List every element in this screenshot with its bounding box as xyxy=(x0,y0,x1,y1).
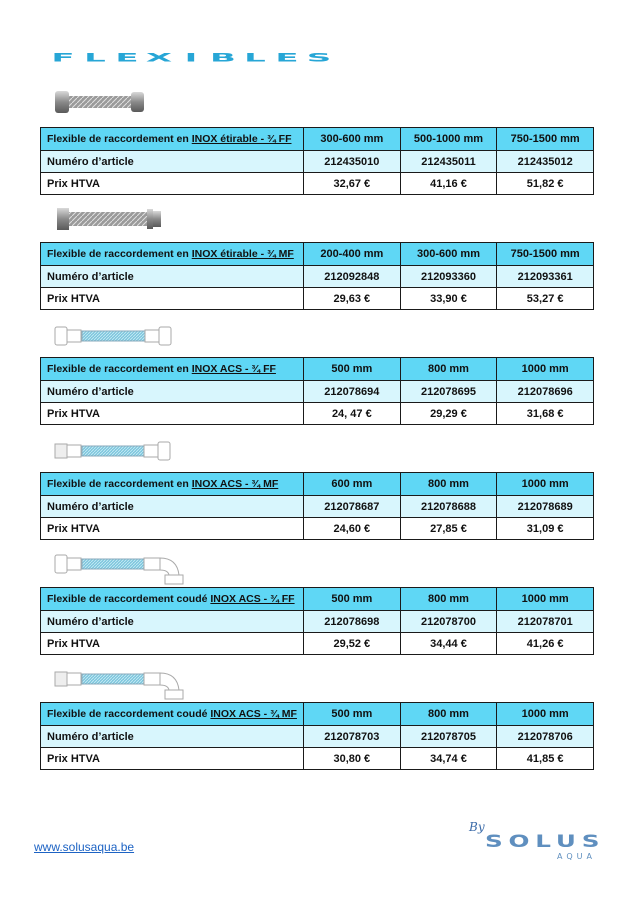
price-cell: 29,29 € xyxy=(400,403,497,425)
row-label: Numéro d’article xyxy=(41,726,304,748)
size-cell: 1000 mm xyxy=(497,358,594,381)
price-cell: 33,90 € xyxy=(400,288,497,310)
table-row xyxy=(41,381,594,403)
price-cell: 29,52 € xyxy=(304,633,401,655)
article-cell: 212435010 xyxy=(304,151,401,173)
size-cell: 1000 mm xyxy=(497,703,594,726)
table-row xyxy=(41,403,594,425)
stainless-corrugated-hose-mf-icon xyxy=(52,206,162,232)
price-cell: 29,63 € xyxy=(304,288,401,310)
title-letter: L xyxy=(244,51,266,65)
table-row xyxy=(41,173,594,195)
product-title: Flexible de raccordement coudé INOX ACS - ¾ MF xyxy=(41,703,304,726)
acs-hose-ff-icon xyxy=(52,325,182,347)
title-letter: E xyxy=(275,51,299,65)
solus-aqua-logo xyxy=(465,820,605,870)
acs-elbow-hose-mf-icon xyxy=(52,668,202,700)
price-cell: 41,85 € xyxy=(497,748,594,770)
article-cell: 212078689 xyxy=(497,496,594,518)
size-cell: 750-1500 mm xyxy=(497,243,594,266)
price-cell: 27,85 € xyxy=(400,518,497,540)
price-cell: 31,09 € xyxy=(497,518,594,540)
size-cell: 500 mm xyxy=(304,588,401,611)
table-row xyxy=(41,518,594,540)
acs-elbow-hose-ff-icon xyxy=(52,553,202,585)
logo-by-text: By xyxy=(469,820,485,834)
logo-sub-text: AQUA xyxy=(557,852,596,861)
size-cell: 800 mm xyxy=(400,703,497,726)
page-title xyxy=(40,48,332,68)
table-row xyxy=(41,266,594,288)
price-cell: 41,16 € xyxy=(400,173,497,195)
size-cell: 200-400 mm xyxy=(304,243,401,266)
table-header-row xyxy=(41,358,594,381)
article-cell: 212078694 xyxy=(304,381,401,403)
table-row xyxy=(41,151,594,173)
title-letter: L xyxy=(84,51,106,65)
article-cell: 212078705 xyxy=(400,726,497,748)
article-cell: 212078700 xyxy=(400,611,497,633)
row-label: Numéro d’article xyxy=(41,381,304,403)
row-label: Numéro d’article xyxy=(41,611,304,633)
product-table xyxy=(40,127,594,195)
row-label: Numéro d’article xyxy=(41,151,304,173)
price-cell: 32,67 € xyxy=(304,173,401,195)
product-title: Flexible de raccordement en INOX ACS - ¾ MF xyxy=(41,473,304,496)
title-letter: X xyxy=(145,51,173,65)
size-cell: 1000 mm xyxy=(497,473,594,496)
product-title: Flexible de raccordement en INOX ACS - ¾ FF xyxy=(41,358,304,381)
product-title: Flexible de raccordement en INOX étirable - ¾ FF xyxy=(41,128,304,151)
price-cell: 34,44 € xyxy=(400,633,497,655)
title-letter: E xyxy=(115,51,139,65)
acs-hose-mf-icon xyxy=(52,440,182,462)
title-letter: B xyxy=(210,51,236,65)
table-header-row xyxy=(41,588,594,611)
article-cell: 212092848 xyxy=(304,266,401,288)
price-cell: 51,82 € xyxy=(497,173,594,195)
table-header-row xyxy=(41,703,594,726)
article-cell: 212093361 xyxy=(497,266,594,288)
size-cell: 500 mm xyxy=(304,703,401,726)
price-cell: 31,68 € xyxy=(497,403,594,425)
row-label: Prix HTVA xyxy=(41,748,304,770)
size-cell: 500-1000 mm xyxy=(400,128,497,151)
stainless-braided-hose-ff-icon xyxy=(52,88,152,118)
price-cell: 24,60 € xyxy=(304,518,401,540)
price-cell: 24, 47 € xyxy=(304,403,401,425)
price-cell: 41,26 € xyxy=(497,633,594,655)
price-cell: 53,27 € xyxy=(497,288,594,310)
article-cell: 212078701 xyxy=(497,611,594,633)
size-cell: 300-600 mm xyxy=(304,128,401,151)
article-cell: 212078706 xyxy=(497,726,594,748)
website-link[interactable]: www.solusaqua.be xyxy=(34,840,135,854)
table-row xyxy=(41,726,594,748)
title-letter: F xyxy=(51,51,75,65)
table-header-row xyxy=(41,473,594,496)
product-table xyxy=(40,472,594,540)
article-cell: 212078696 xyxy=(497,381,594,403)
title-letter: I xyxy=(184,51,198,65)
row-label: Numéro d’article xyxy=(41,266,304,288)
product-title: Flexible de raccordement en INOX étirable - ¾ MF xyxy=(41,243,304,266)
title-letter: S xyxy=(306,51,332,65)
product-table xyxy=(40,702,594,770)
article-cell: 212435011 xyxy=(400,151,497,173)
article-cell: 212078687 xyxy=(304,496,401,518)
price-cell: 34,74 € xyxy=(400,748,497,770)
row-label: Prix HTVA xyxy=(41,403,304,425)
row-label: Prix HTVA xyxy=(41,173,304,195)
article-cell: 212093360 xyxy=(400,266,497,288)
article-cell: 212435012 xyxy=(497,151,594,173)
table-row xyxy=(41,633,594,655)
product-table xyxy=(40,242,594,310)
article-cell: 212078703 xyxy=(304,726,401,748)
article-cell: 212078695 xyxy=(400,381,497,403)
table-row xyxy=(41,496,594,518)
product-title: Flexible de raccordement coudé INOX ACS - ¾ FF xyxy=(41,588,304,611)
row-label: Prix HTVA xyxy=(41,288,304,310)
table-header-row xyxy=(41,128,594,151)
row-label: Prix HTVA xyxy=(41,518,304,540)
row-label: Numéro d’article xyxy=(41,496,304,518)
size-cell: 750-1500 mm xyxy=(497,128,594,151)
size-cell: 500 mm xyxy=(304,358,401,381)
logo-name-text: SOLUS xyxy=(485,832,606,852)
table-row xyxy=(41,611,594,633)
table-header-row xyxy=(41,243,594,266)
product-table xyxy=(40,587,594,655)
article-cell: 212078698 xyxy=(304,611,401,633)
product-table xyxy=(40,357,594,425)
table-row xyxy=(41,748,594,770)
price-cell: 30,80 € xyxy=(304,748,401,770)
size-cell: 1000 mm xyxy=(497,588,594,611)
size-cell: 800 mm xyxy=(400,358,497,381)
size-cell: 300-600 mm xyxy=(400,243,497,266)
row-label: Prix HTVA xyxy=(41,633,304,655)
size-cell: 800 mm xyxy=(400,588,497,611)
article-cell: 212078688 xyxy=(400,496,497,518)
size-cell: 800 mm xyxy=(400,473,497,496)
table-row xyxy=(41,288,594,310)
size-cell: 600 mm xyxy=(304,473,401,496)
